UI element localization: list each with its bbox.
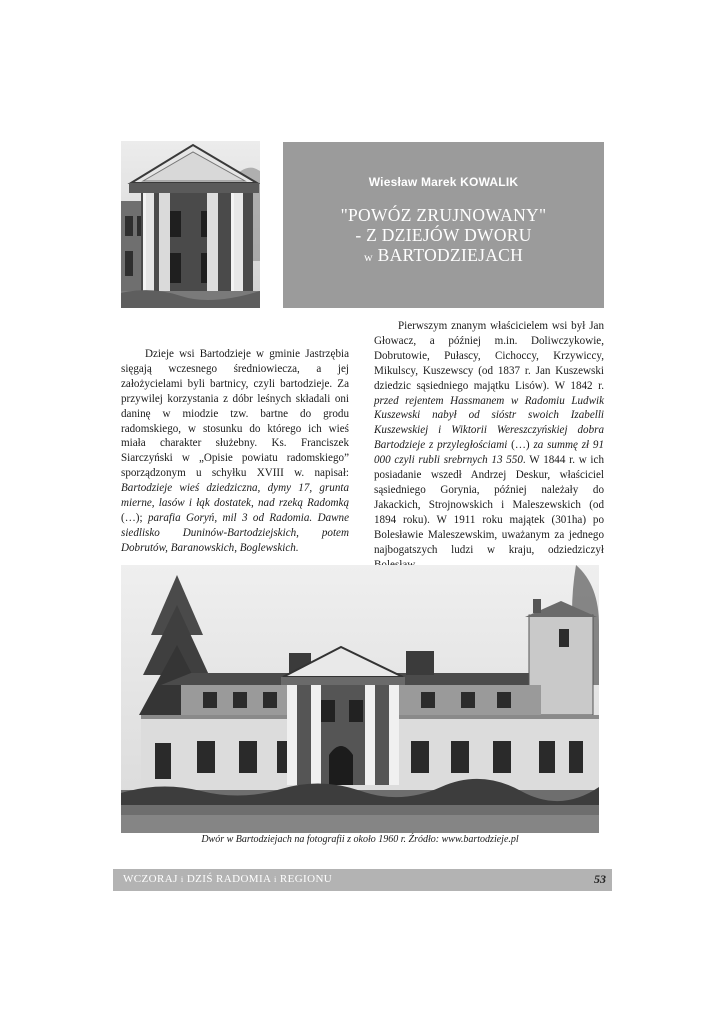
journal-title-word-2: DZIŚ RADOMIA: [186, 873, 271, 885]
ruined-manor-photo: [121, 141, 260, 308]
right-paragraph: [374, 319, 604, 572]
title-box: [283, 142, 604, 308]
left-text-quote-2: [121, 512, 349, 554]
article-title: [283, 205, 604, 267]
left-paragraph: [121, 347, 349, 556]
right-text-ellipsis: (…): [511, 439, 530, 452]
page-number: 53: [594, 872, 606, 886]
right-column-text: [374, 319, 604, 572]
left-text-quote: Bartodzieje wieś dziedziczna, dymy 17, grunta mierne, lasów i łąk dostatek, nad rzeką Radomką: [121, 482, 349, 510]
right-text-rest: . W 1844 r. w ich posiadanie wszedł Andrzej Deskur, właściciel sąsiedniego Gorynia, później należały do Jakackich, Strojnowskich i Maleszewskich (od 1894 roku). W 1911 roku majątek (301ha) po Bolesławie Maleszewskim, uważanym za jednego najbogatszych ludzi w kraju, odziedziczył: [374, 454, 604, 556]
title-line-2: - Z DZIEJÓW DWORU: [355, 225, 532, 245]
journal-title-sep-1: i: [180, 874, 184, 884]
photo-caption: Dwór w Bartodziejach na fotografii z około 1960 r. Źródło: www.bartodzieje.pl: [201, 834, 519, 845]
left-text-ellipsis: (…);: [121, 511, 143, 524]
title-line-3-main: BARTODZIEJACH: [377, 245, 524, 265]
journal-title-sep-2: i: [273, 874, 277, 884]
manor-house-photo: [121, 565, 599, 833]
journal-title-word-3: REGIONU: [279, 873, 333, 885]
right-text-quote-2: za summę zł 91 000 czyli rubli srebrnych 13 550: [374, 439, 605, 467]
title-line-1: "POWÓZ ZRUJNOWANY": [340, 205, 547, 225]
title-line-3-small: w: [363, 250, 373, 264]
left-text-plain: Dzieje wsi Bartodzieje w gminie Jastrzębia sięgają wczesnego średniowiecza, a jej założycielami byli bartnicy, czyli bartodzieje. Za przywilej korzystania z dóbr leśnych składali oni daninę w miodzie tzw. bartne do grodu radomskiego, w stosunku do którego ich wieś miała charakter służebny. Ks. Franciszek Siarczyński w „Opisie powiatu radomskiego” sporządzonym u schyłku XVIII w. napisał:: [121, 348, 349, 480]
footer-bar: [113, 869, 612, 891]
author-name: Wiesław Marek KOWALIK: [368, 175, 519, 189]
left-column-text: [121, 347, 349, 556]
right-text-quote: przed rejentem Hassmanem w Radomiu Ludwik Kuszewski nabył od sióstr swoich Izabelli Kuszewskiej i Wiktorii Wereszczyńskiej dobra Bartodzieje z przyległościami: [374, 394, 604, 452]
title-line-3: [283, 245, 604, 267]
journal-title-word-1: WCZORAJ: [123, 873, 178, 885]
right-text-plain: Pierwszym znanym właścicielem wsi był Jan Głowacz, a później m.in. Doliwczykowie, Dobrutowie, Pułascy, Cichoccy, Krzywiccy, Mikulscy, Kuszewscy (od 1837 r. Jan Kuszewski dziedzic sąsiedniego majątku Lisów). W 1842 r.: [374, 320, 604, 392]
left-text-quote-2-inner: parafia Goryń, mil 3 od Radomia. Dawne siedlisko Duninów-Bartodziejskich, potem Dobrutów, Baranowskich, Boglewskich.: [121, 511, 349, 554]
journal-title: [123, 873, 332, 885]
